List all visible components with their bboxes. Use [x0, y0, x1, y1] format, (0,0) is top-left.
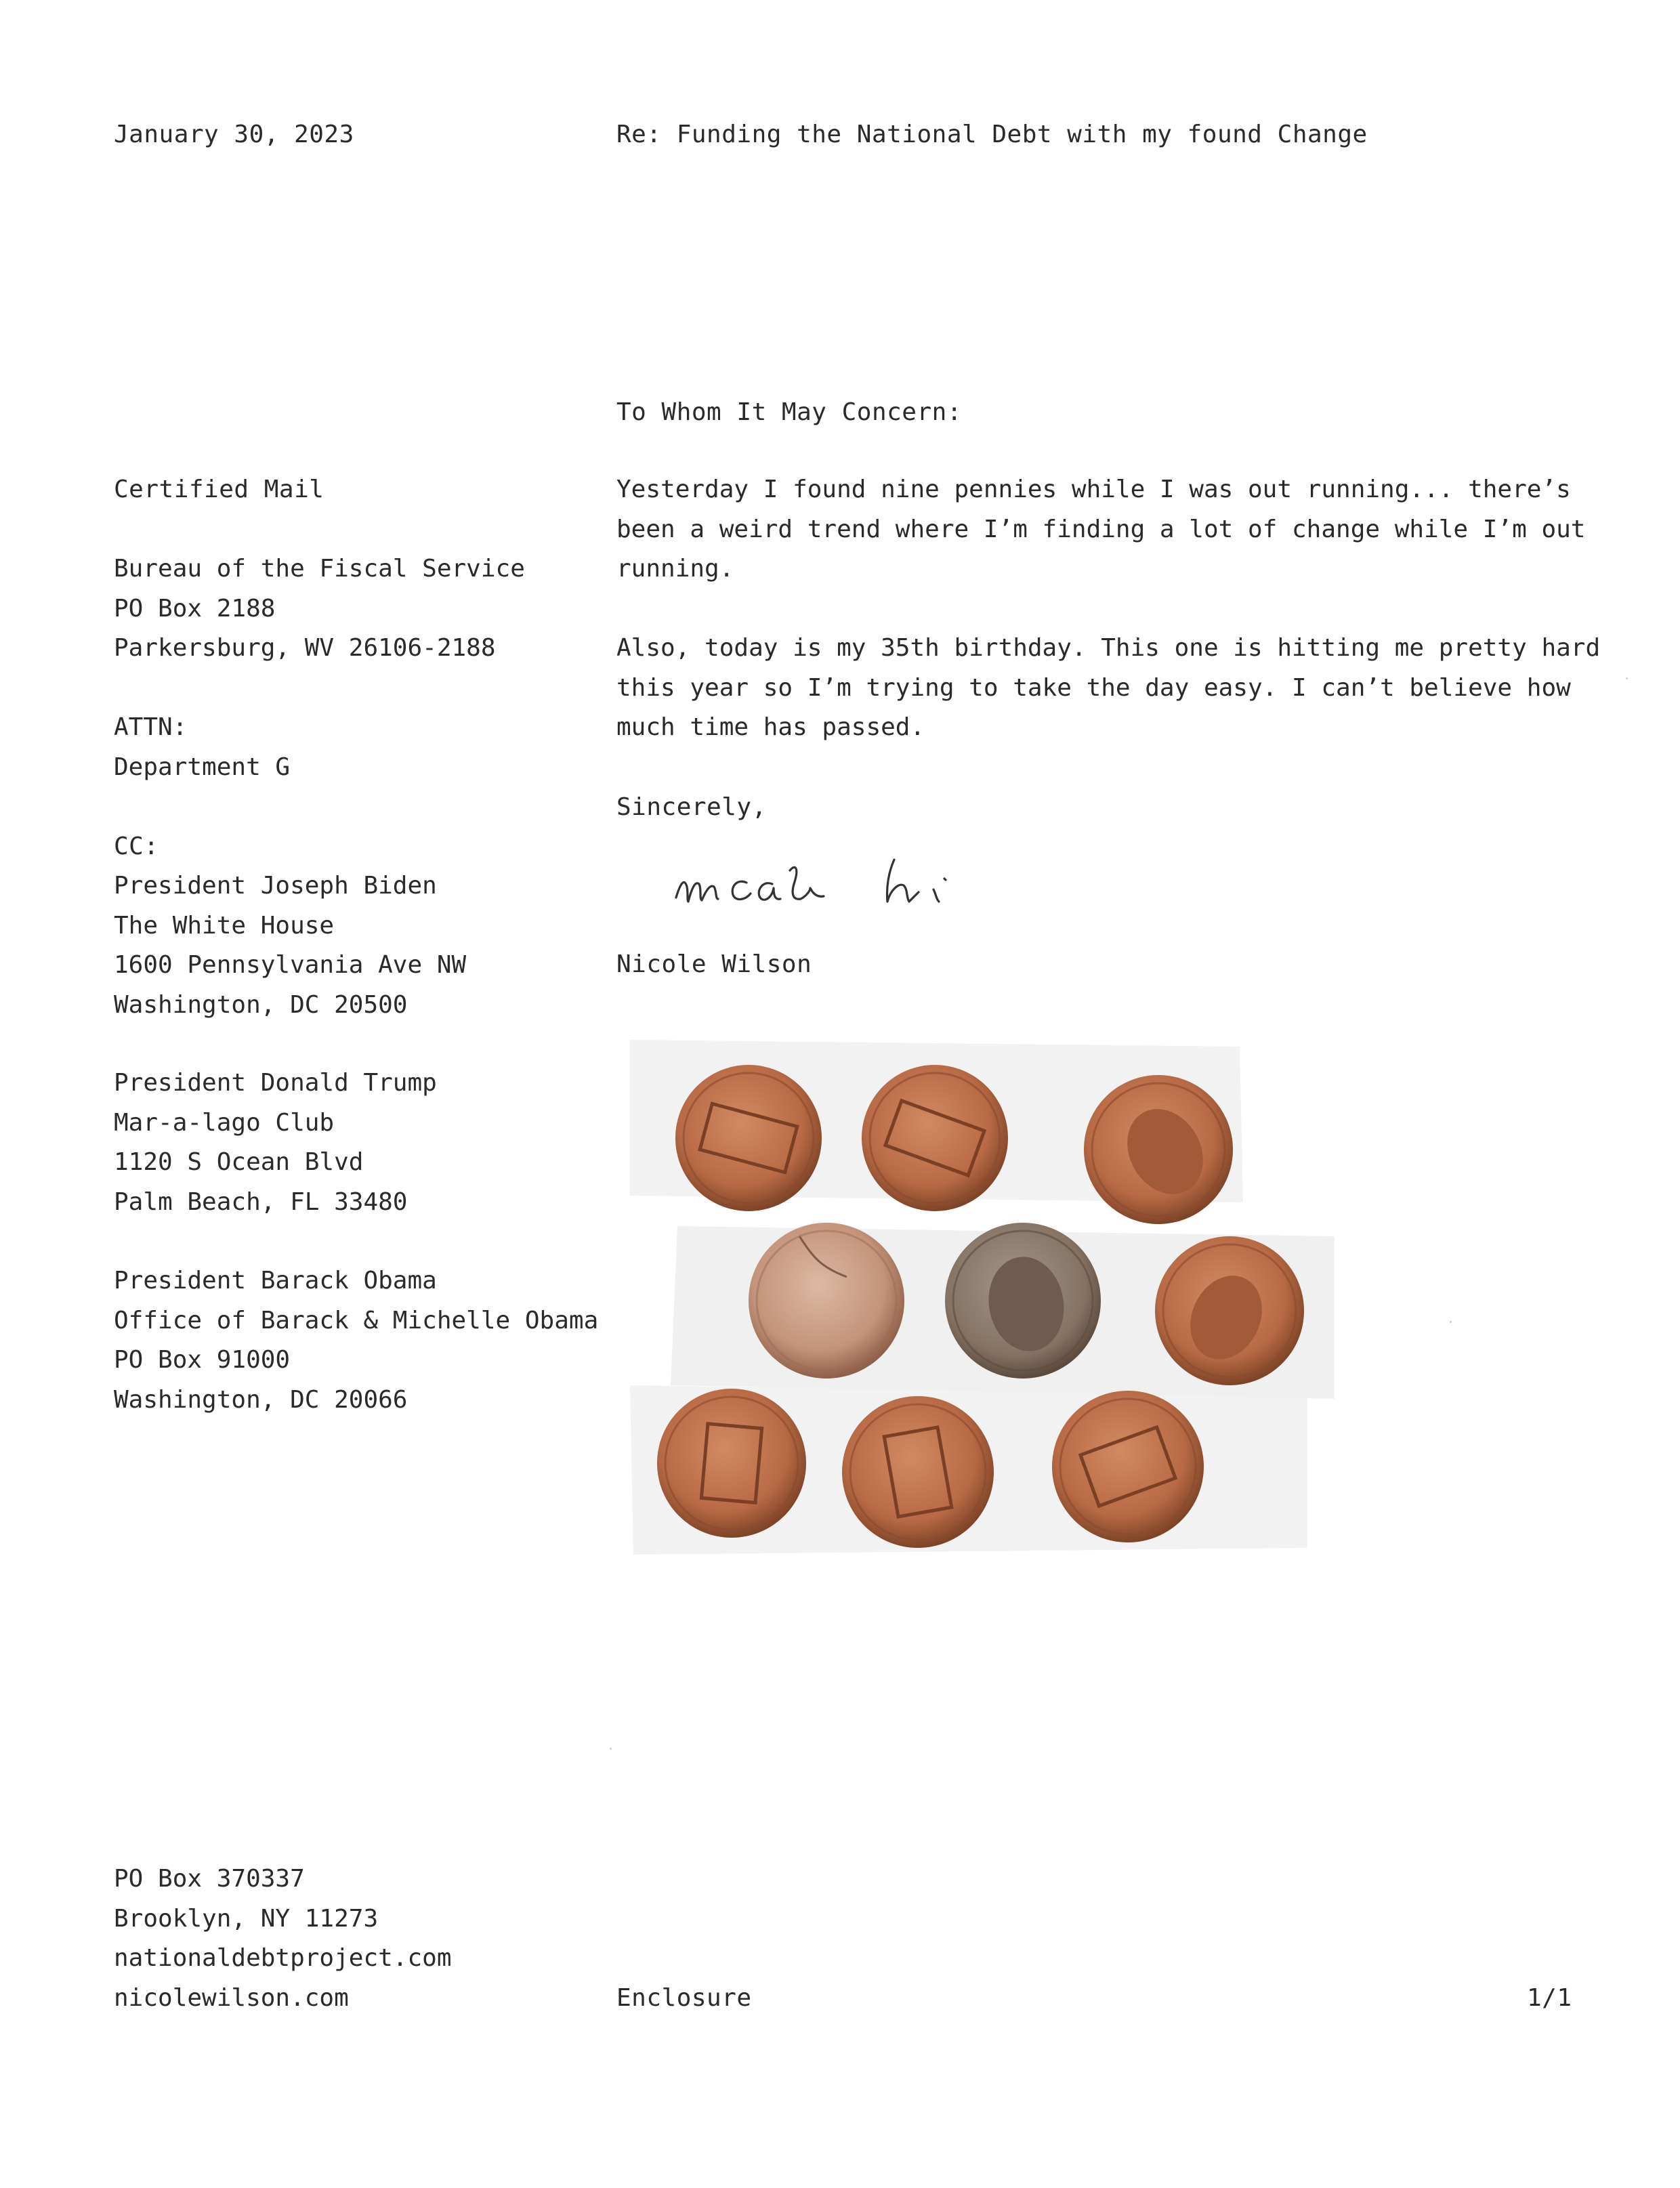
letter-date: January 30, 2023 [114, 121, 354, 148]
letter-subject: Re: Funding the National Debt with my found Change [616, 121, 1368, 148]
address-line: President Barack Obama [114, 1267, 437, 1295]
penny-reverse [675, 1065, 822, 1211]
attn-department: Department G [114, 753, 291, 781]
paragraph-line: been a weird trend where I’m finding a lot of change while I’m out [616, 515, 1586, 543]
paragraph-line: Yesterday I found nine pennies while I was out running... there’s [616, 476, 1571, 503]
address-line: 1600 Pennsylvania Ave NW [114, 951, 467, 979]
closing: Sincerely, [616, 793, 767, 821]
address-line: Palm Beach, FL 33480 [114, 1187, 408, 1216]
certified-mail-label: Certified Mail [114, 476, 324, 503]
body-paragraph-2 [616, 629, 1600, 748]
penny-reverse [842, 1396, 994, 1548]
address-line: President Donald Trump [114, 1069, 437, 1097]
penny-obverse-dull [945, 1223, 1101, 1379]
body-paragraph-1 [616, 470, 1585, 589]
handwritten-signature [671, 837, 1023, 918]
return-address [114, 1859, 452, 2018]
paragraph-line: this year so I’m trying to take the day easy. I can’t believe how [616, 673, 1571, 702]
penny-obverse-worn [749, 1223, 904, 1379]
attn-label: ATTN: [114, 713, 188, 741]
enclosure-label: Enclosure [616, 1984, 752, 2012]
cc-address-trump [114, 1064, 437, 1222]
paragraph-line: much time has passed. [616, 713, 925, 741]
paragraph-line: running. [616, 555, 734, 583]
scan-speck [1626, 677, 1628, 679]
address-line: PO Box 370337 [114, 1865, 305, 1893]
address-line: Mar-a-lago Club [114, 1108, 335, 1137]
address-line: Bureau of the Fiscal Service [114, 555, 525, 583]
penny-reverse [862, 1065, 1008, 1211]
address-line: Office of Barack & Michelle Obama [114, 1306, 599, 1334]
address-line: PO Box 91000 [114, 1346, 291, 1374]
scan-speck [610, 1748, 612, 1750]
cc-address-obama [114, 1261, 598, 1420]
taped-pennies [630, 1033, 1341, 1561]
address-line: The White House [114, 911, 335, 940]
address-line: President Joseph Biden [114, 872, 437, 900]
scan-speck [1450, 1321, 1452, 1323]
salutation: To Whom It May Concern: [616, 398, 962, 426]
signer-name: Nicole Wilson [616, 950, 812, 978]
paragraph-line: Also, today is my 35th birthday. This one is hitting me pretty hard [616, 634, 1601, 662]
cc-label: CC: [114, 833, 159, 860]
penny-reverse [1052, 1391, 1204, 1542]
penny-obverse [1155, 1236, 1304, 1385]
penny-reverse [657, 1389, 806, 1538]
website-link: nicolewilson.com [114, 1983, 349, 2012]
address-line: Washington, DC 20066 [114, 1385, 408, 1414]
address-line: 1120 S Ocean Blvd [114, 1148, 364, 1176]
address-line: Washington, DC 20500 [114, 990, 408, 1019]
page-number: 1/1 [1527, 1984, 1572, 2012]
website-link: nationaldebtproject.com [114, 1944, 452, 1972]
address-line: Brooklyn, NY 11273 [114, 1904, 379, 1933]
attn-block [114, 708, 290, 787]
address-line: Parkersburg, WV 26106-2188 [114, 634, 496, 662]
address-line: PO Box 2188 [114, 594, 276, 623]
cc-address-biden [114, 866, 466, 1025]
penny-obverse [1084, 1075, 1233, 1224]
recipient-address [114, 549, 525, 669]
